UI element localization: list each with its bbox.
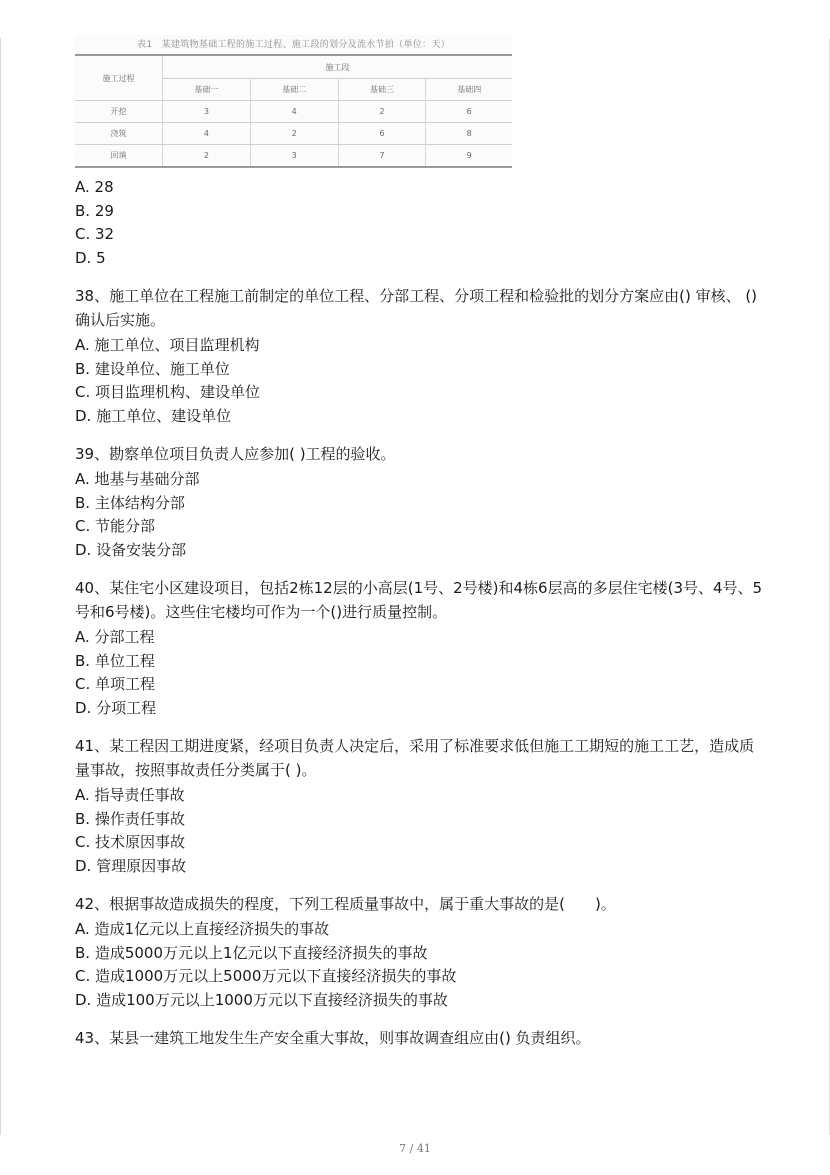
option-b: B. 建设单位、施工单位 xyxy=(75,359,230,378)
column-header: 基础四 xyxy=(426,79,512,101)
table-cell: 6 xyxy=(338,123,426,145)
option-d: D. 分项工程 xyxy=(75,698,157,717)
group-header-label: 施工段 xyxy=(163,55,513,79)
question-stem: 42、根据事故造成损失的程度，下列工程质量事故中，属于重大事故的是( )。 xyxy=(75,895,616,913)
table-cell: 7 xyxy=(338,145,426,168)
table-caption: 表1 某建筑物基础工程的施工过程、施工段的划分及流水节拍（单位：天） xyxy=(137,40,450,50)
question-stem: 40、某住宅小区建设项目，包括2栋12层的小高层(1号、2号楼)和4栋6层高的多层住宅楼(3号、4号、5号和6号楼)。这些住宅楼均可作为一个()进行质量控制。 xyxy=(75,579,763,621)
option-a: A. 28 xyxy=(75,178,114,196)
question-43 xyxy=(75,1026,765,1050)
question-stem: 43、某县一建筑工地发生生产安全重大事故，则事故调查组应由() 负责组织。 xyxy=(75,1029,591,1047)
table-cell: 3 xyxy=(250,145,338,168)
column-header: 基础三 xyxy=(338,79,426,101)
table-figure xyxy=(75,35,512,164)
question-stem: 38、施工单位在工程施工前制定的单位工程、分部工程、分项工程和检验批的划分方案应由() 审核、 ()确认后实施。 xyxy=(75,287,758,329)
option-a: A. 地基与基础分部 xyxy=(75,470,200,488)
table-cell: 9 xyxy=(426,145,512,168)
option-c: C. 节能分部 xyxy=(75,517,156,535)
table-cell: 4 xyxy=(163,123,251,145)
question-stem: 39、勘察单位项目负责人应参加( )工程的验收。 xyxy=(75,445,396,463)
question-content xyxy=(75,176,765,1052)
option-d: D. 施工单位、建设单位 xyxy=(75,406,232,425)
option-d: D. 造成100万元以上1000万元以下直接经济损失的事故 xyxy=(75,990,448,1009)
row-label: 开挖 xyxy=(75,101,163,123)
option-d: D. 5 xyxy=(75,248,106,267)
option-c: C. 技术原因事故 xyxy=(75,833,186,851)
table-cell: 2 xyxy=(163,145,251,168)
question-38 xyxy=(75,284,765,428)
option-b: B. 主体结构分部 xyxy=(75,493,185,512)
option-c: C. 单项工程 xyxy=(75,675,156,693)
table-cell: 2 xyxy=(250,123,338,145)
table-cell: 2 xyxy=(338,101,426,123)
option-b: B. 操作责任事故 xyxy=(75,809,185,828)
page-left-border xyxy=(0,38,1,1135)
option-c: C. 造成1000万元以上5000万元以下直接经济损失的事故 xyxy=(75,967,457,985)
table-cell: 3 xyxy=(163,101,251,123)
option-d: D. 设备安装分部 xyxy=(75,540,187,559)
row-header-label: 施工过程 xyxy=(75,55,163,101)
row-label: 回填 xyxy=(75,145,163,168)
option-c: C. 项目监理机构、建设单位 xyxy=(75,383,261,401)
option-a: A. 指导责任事故 xyxy=(75,786,185,804)
question-40 xyxy=(75,576,765,720)
option-b: B. 29 xyxy=(75,201,114,220)
option-a: A. 造成1亿元以上直接经济损失的事故 xyxy=(75,920,330,938)
table-cell: 8 xyxy=(426,123,512,145)
table-cell: 4 xyxy=(250,101,338,123)
table-row xyxy=(75,145,512,168)
table-cell: 6 xyxy=(426,101,512,123)
row-label: 浇筑 xyxy=(75,123,163,145)
option-a: A. 分部工程 xyxy=(75,628,155,646)
option-d: D. 管理原因事故 xyxy=(75,856,187,875)
question-stem: 41、某工程因工期进度紧，经项目负责人决定后，采用了标准要求低但施工工期短的施工工艺，造成质量事故，按照事故责任分类属于( )。 xyxy=(75,737,755,779)
page-indicator: 7 / 41 xyxy=(399,1142,431,1155)
construction-schedule-table xyxy=(75,54,512,168)
option-b: B. 造成5000万元以上1亿元以下直接经济损失的事故 xyxy=(75,943,428,962)
question-37-options xyxy=(75,176,765,270)
option-a: A. 施工单位、项目监理机构 xyxy=(75,336,260,354)
table-row xyxy=(75,123,512,145)
option-b: B. 单位工程 xyxy=(75,651,155,670)
column-header: 基础二 xyxy=(250,79,338,101)
option-c: C. 32 xyxy=(75,225,115,243)
table-row xyxy=(75,101,512,123)
question-41 xyxy=(75,734,765,878)
question-39 xyxy=(75,442,765,562)
column-header: 基础一 xyxy=(163,79,251,101)
question-42 xyxy=(75,892,765,1012)
